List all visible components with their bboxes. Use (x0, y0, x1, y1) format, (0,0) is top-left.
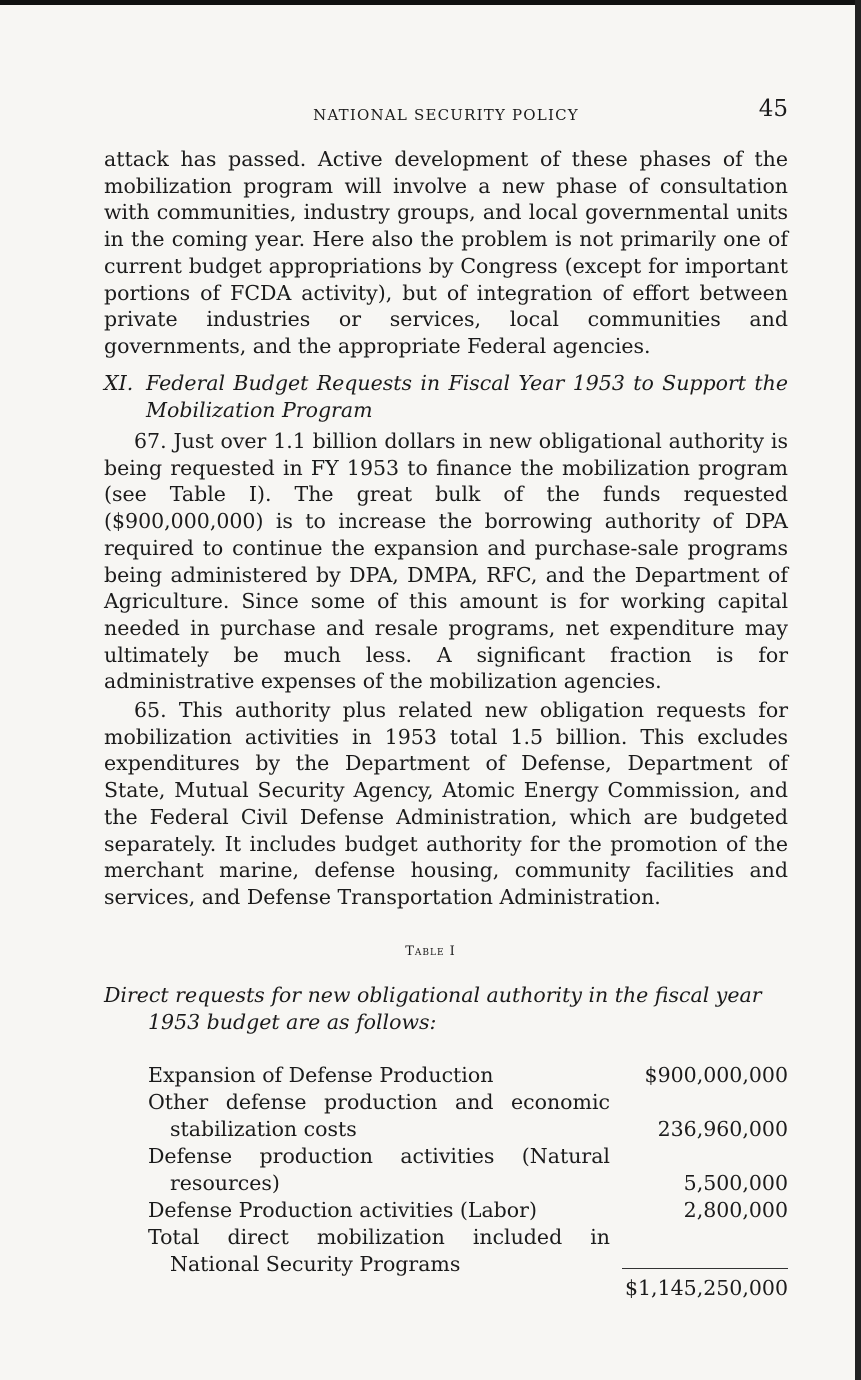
section-title-line1: Federal Budget Requests in Fiscal Year 1953 to Support the (146, 371, 788, 395)
total-rule (622, 1268, 788, 1269)
table-row (148, 1197, 788, 1224)
row-label: Defense Production activities (Labor) (148, 1198, 537, 1222)
row-label: Total direct mobilization included in National Security Programs (148, 1225, 610, 1276)
page-top-edge (0, 0, 861, 5)
row-label: Expansion of Defense Production (148, 1063, 494, 1087)
table-row (148, 1089, 788, 1143)
section-number: XI. (104, 371, 134, 395)
page-right-edge (855, 0, 861, 1380)
total-amount: $1,145,250,000 (624, 1276, 788, 1300)
paragraph-65-text: 65. This authority plus related new obligation requests for mobilization activities in 1953 total 1.5 billion. This excludes expenditures by the Department of Defense, Department of State, Mutual Security Agency, Atomic Energy Commission, and the Federal Civil Defense Administration, which are budgeted separately. It includes budget authority for the promotion of the merchant marine, defense housing, community facilities and services, and Defense Transportation Administration. (104, 698, 788, 909)
row-amount: 5,500,000 (683, 1171, 788, 1195)
row-amount: 236,960,000 (657, 1117, 788, 1141)
page-header (104, 96, 788, 132)
section-title-line2: Mobilization Program (146, 398, 373, 422)
row-label: Defense production activities (Natural resources) (148, 1144, 610, 1195)
paragraph-65 (104, 697, 788, 911)
page-number: 45 (758, 96, 788, 122)
table-row (148, 1143, 788, 1197)
paragraph-67 (104, 428, 788, 695)
table-caption-text: Direct requests for new obligational authority in the fiscal year 1953 budget are as follows: (104, 983, 762, 1034)
row-amount: $900,000,000 (644, 1063, 788, 1087)
section-heading (104, 370, 788, 424)
table-caption (104, 982, 788, 1036)
table-row (148, 1224, 788, 1278)
running-head: NATIONAL SECURITY POLICY (313, 106, 579, 124)
budget-table (148, 1062, 788, 1278)
table-row (148, 1062, 788, 1089)
row-label: Other defense production and economic stabilization costs (148, 1090, 610, 1141)
paragraph-intro (104, 146, 788, 360)
paragraph-67-text: 67. Just over 1.1 billion dollars in new obligational authority is being requested in FY 1953 to finance the mobilization program (see Table I). The great bulk of the funds requested ($900,000,000) is to increase the borrowing authority of DPA required to continue the expansion and purchase-sale programs being administered by DPA, DMPA, RFC, and the Department of Agriculture. Since some of this amount is for working capital needed in purchase and resale programs, net expenditure may ultimately be much less. A significant fraction is for administrative expenses of the mobilization agencies. (104, 429, 788, 694)
row-amount: 2,800,000 (683, 1198, 788, 1222)
table-label: Table I (405, 944, 456, 959)
paragraph-intro-text: attack has passed. Active development of these phases of the mobilization program will involve a new phase of consultation with communities, industry groups, and local governmental units in the coming year. Here also the problem is not primarily one of current budget appropriations by Congress (except for important portions of FCDA activity), but of integration of effort between private industries or services, local communities and governments, and the appropriate Federal agencies. (104, 147, 788, 358)
